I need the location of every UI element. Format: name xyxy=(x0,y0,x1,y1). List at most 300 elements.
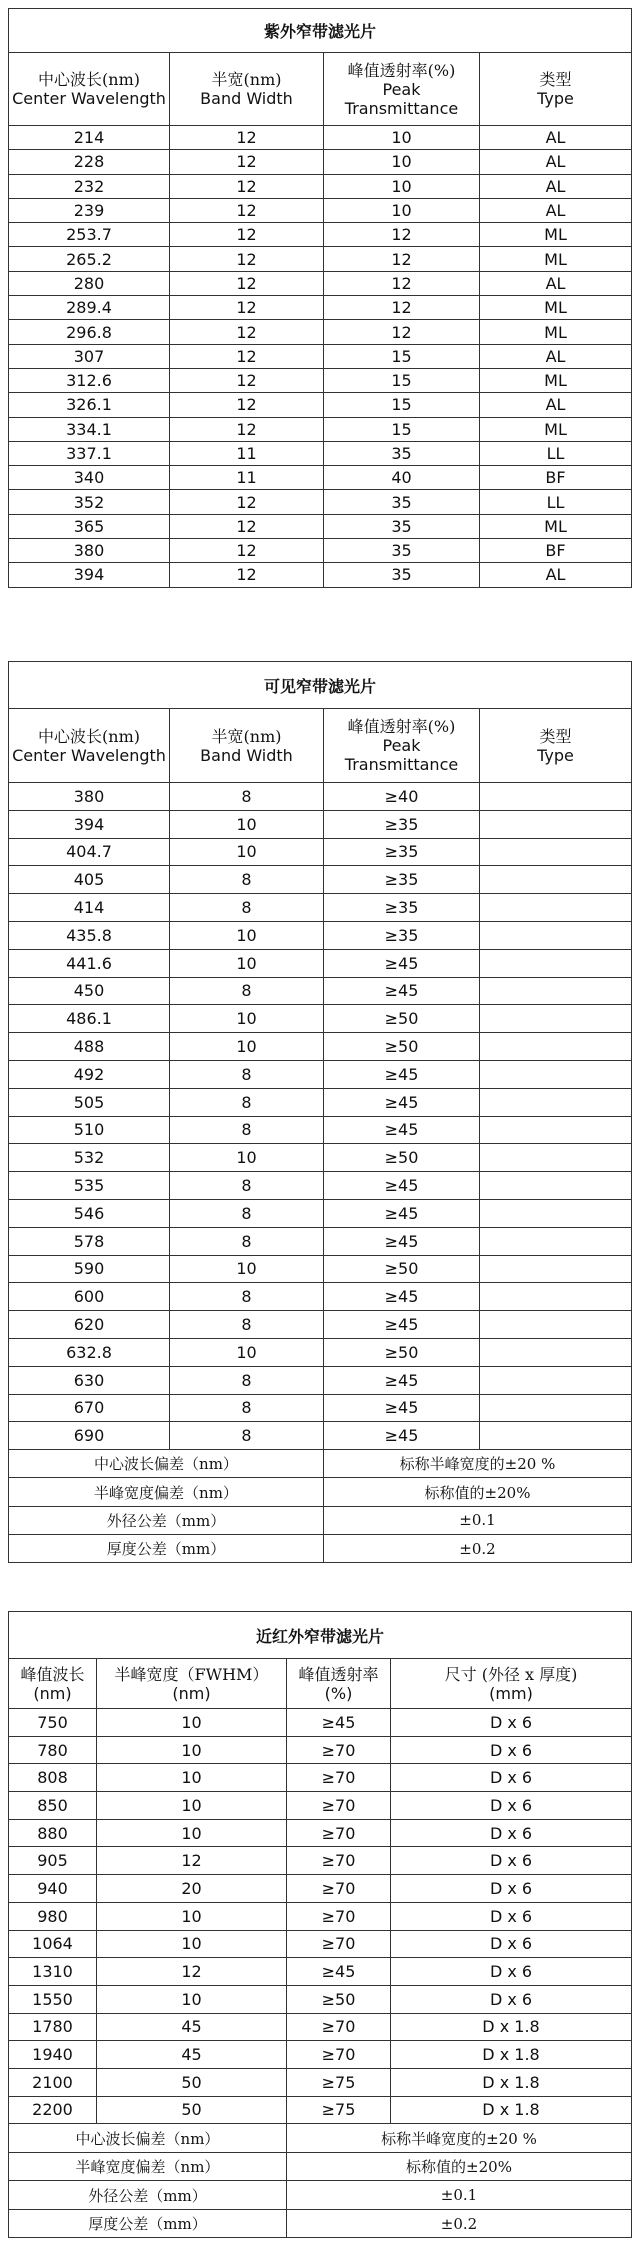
table-row xyxy=(9,126,632,150)
table-row xyxy=(9,1088,632,1116)
table-cell xyxy=(480,977,632,1005)
tolerance-value: 标称值的±20% xyxy=(324,1478,632,1506)
near-infrared-filter-table xyxy=(8,1611,632,2238)
tolerance-value: 标称值的±20% xyxy=(287,2152,632,2181)
table-cell: ML xyxy=(480,296,632,320)
table-cell: 10 xyxy=(170,921,324,949)
table-row xyxy=(9,838,632,866)
table-cell: 2200 xyxy=(9,2096,97,2124)
table-cell: 940 xyxy=(9,1875,97,1903)
table-cell: ≥75 xyxy=(287,2068,391,2096)
table-cell: 1940 xyxy=(9,2041,97,2069)
nir-table-title: 近红外窄带滤光片 xyxy=(9,1612,632,1659)
table-row xyxy=(9,344,632,368)
table-cell xyxy=(480,1227,632,1255)
table-cell: 312.6 xyxy=(9,368,170,392)
tolerance-value: ±0.1 xyxy=(287,2181,632,2210)
table-cell: 405 xyxy=(9,866,170,894)
table-cell: 510 xyxy=(9,1116,170,1144)
table-cell: 45 xyxy=(97,2013,287,2041)
table-row xyxy=(9,2096,632,2124)
table-cell xyxy=(480,1255,632,1283)
table-cell: 12 xyxy=(170,296,324,320)
table-row xyxy=(9,1255,632,1283)
table-cell: 352 xyxy=(9,490,170,514)
table-cell: ≥35 xyxy=(324,810,480,838)
table-cell: D x 6 xyxy=(391,1930,632,1958)
table-cell xyxy=(480,1394,632,1422)
table-cell: 1310 xyxy=(9,1958,97,1986)
table-cell: ≥45 xyxy=(324,1088,480,1116)
table-cell: ML xyxy=(480,247,632,271)
table-cell: 2100 xyxy=(9,2068,97,2096)
table-row xyxy=(9,1366,632,1394)
table-row xyxy=(9,441,632,465)
table-cell: 8 xyxy=(170,1422,324,1450)
table-cell: ML xyxy=(480,223,632,247)
table-cell: 10 xyxy=(97,1930,287,1958)
table-cell: 12 xyxy=(170,150,324,174)
table-cell: 8 xyxy=(170,1283,324,1311)
table-cell: 40 xyxy=(324,466,480,490)
table-cell xyxy=(480,949,632,977)
table-cell: 8 xyxy=(170,1088,324,1116)
table-cell xyxy=(480,1172,632,1200)
table-cell: BF xyxy=(480,539,632,563)
table-cell: 10 xyxy=(97,1792,287,1820)
nir-header-peak-transmittance: 峰值透射率 (%) xyxy=(287,1659,391,1709)
table-cell: D x 6 xyxy=(391,1736,632,1764)
table-row xyxy=(9,894,632,922)
table-cell: 380 xyxy=(9,539,170,563)
table-row xyxy=(9,1199,632,1227)
table-cell: ≥45 xyxy=(324,1422,480,1450)
table-row xyxy=(9,1422,632,1450)
table-row xyxy=(9,466,632,490)
table-cell: 578 xyxy=(9,1227,170,1255)
table-row xyxy=(9,1005,632,1033)
table-row xyxy=(9,2068,632,2096)
table-cell xyxy=(480,1060,632,1088)
table-cell: 15 xyxy=(324,393,480,417)
table-row xyxy=(9,949,632,977)
table-cell: ≥45 xyxy=(287,1709,391,1737)
table-cell: ≥45 xyxy=(324,1199,480,1227)
table-cell: 10 xyxy=(324,174,480,198)
table-cell xyxy=(480,1005,632,1033)
table-cell: 750 xyxy=(9,1709,97,1737)
table-cell: 850 xyxy=(9,1792,97,1820)
table-cell xyxy=(480,1311,632,1339)
table-cell: 590 xyxy=(9,1255,170,1283)
table-cell: ML xyxy=(480,320,632,344)
table-cell: ≥35 xyxy=(324,866,480,894)
table-cell: 11 xyxy=(170,441,324,465)
table-cell: ML xyxy=(480,417,632,441)
table-row xyxy=(9,320,632,344)
table-cell xyxy=(480,1144,632,1172)
table-cell: 10 xyxy=(170,1255,324,1283)
tolerance-label: 厚度公差（mm） xyxy=(9,1535,324,1563)
table-cell: 630 xyxy=(9,1366,170,1394)
table-cell: 880 xyxy=(9,1819,97,1847)
table-row xyxy=(9,1283,632,1311)
tolerance-label: 外径公差（mm） xyxy=(9,1506,324,1534)
tolerance-value: 标称半峰宽度的±20 % xyxy=(287,2124,632,2153)
table-row xyxy=(9,977,632,1005)
table-cell: 12 xyxy=(97,1958,287,1986)
tolerance-label: 中心波长偏差（nm） xyxy=(9,2124,287,2153)
table-cell: 12 xyxy=(324,320,480,344)
table-cell: ≥70 xyxy=(287,1902,391,1930)
uv-filter-table xyxy=(8,8,632,588)
table-cell: ≥75 xyxy=(287,2096,391,2124)
tolerance-label: 半峰宽度偏差（nm） xyxy=(9,2152,287,2181)
table-cell: 239 xyxy=(9,198,170,222)
uv-header-band-width: 半宽(nm) Band Width xyxy=(170,53,324,126)
table-row xyxy=(9,1227,632,1255)
table-cell: D x 6 xyxy=(391,1847,632,1875)
table-cell: 808 xyxy=(9,1764,97,1792)
table-cell: AL xyxy=(480,126,632,150)
table-cell: ≥50 xyxy=(324,1338,480,1366)
table-row xyxy=(9,810,632,838)
table-cell: D x 6 xyxy=(391,1902,632,1930)
table-cell: 10 xyxy=(324,150,480,174)
table-cell: 326.1 xyxy=(9,393,170,417)
table-cell: 905 xyxy=(9,1847,97,1875)
table-cell: BF xyxy=(480,466,632,490)
table-cell: 8 xyxy=(170,1227,324,1255)
table-cell: 1550 xyxy=(9,1985,97,2013)
table-row xyxy=(9,1792,632,1820)
table-cell: 50 xyxy=(97,2068,287,2096)
table-cell xyxy=(480,1116,632,1144)
table-cell: 289.4 xyxy=(9,296,170,320)
table-cell: 10 xyxy=(324,126,480,150)
uv-header-type: 类型 Type xyxy=(480,53,632,126)
table-cell: 532 xyxy=(9,1144,170,1172)
visible-filter-table xyxy=(8,661,632,1563)
table-cell: LL xyxy=(480,490,632,514)
table-cell: ≥70 xyxy=(287,1847,391,1875)
table-cell: D x 6 xyxy=(391,1792,632,1820)
table-cell: 690 xyxy=(9,1422,170,1450)
table-cell: ML xyxy=(480,368,632,392)
table-cell: ≥45 xyxy=(324,1394,480,1422)
table-cell: 488 xyxy=(9,1033,170,1061)
table-cell: ≥70 xyxy=(287,1819,391,1847)
table-cell: 8 xyxy=(170,866,324,894)
table-cell: 228 xyxy=(9,150,170,174)
table-row xyxy=(9,198,632,222)
table-row xyxy=(9,1033,632,1061)
table-cell: D x 1.8 xyxy=(391,2068,632,2096)
table-cell: D x 6 xyxy=(391,1819,632,1847)
tolerance-value: ±0.1 xyxy=(324,1506,632,1534)
table-cell: 50 xyxy=(97,2096,287,2124)
table-cell: 10 xyxy=(97,1902,287,1930)
table-cell: 546 xyxy=(9,1199,170,1227)
table-cell: ≥50 xyxy=(324,1144,480,1172)
table-cell: 10 xyxy=(97,1709,287,1737)
table-cell: 12 xyxy=(170,223,324,247)
table-cell: 10 xyxy=(170,1033,324,1061)
table-cell: 15 xyxy=(324,417,480,441)
table-cell: AL xyxy=(480,271,632,295)
table-row xyxy=(9,1394,632,1422)
table-cell: ≥45 xyxy=(324,977,480,1005)
table-cell: ≥50 xyxy=(324,1005,480,1033)
table-cell: 12 xyxy=(170,490,324,514)
table-cell: D x 1.8 xyxy=(391,2041,632,2069)
table-cell: 253.7 xyxy=(9,223,170,247)
table-cell: AL xyxy=(480,150,632,174)
table-cell: 8 xyxy=(170,1060,324,1088)
table-cell: D x 6 xyxy=(391,1958,632,1986)
table-cell: 12 xyxy=(170,320,324,344)
table-row xyxy=(9,1172,632,1200)
table-cell: ≥70 xyxy=(287,1930,391,1958)
table-cell: AL xyxy=(480,563,632,587)
table-cell: ≥70 xyxy=(287,1736,391,1764)
table-row xyxy=(9,368,632,392)
table-cell: 10 xyxy=(97,1736,287,1764)
table-cell: 15 xyxy=(324,368,480,392)
table-cell: ≥50 xyxy=(324,1255,480,1283)
table-cell: 486.1 xyxy=(9,1005,170,1033)
table-cell: 337.1 xyxy=(9,441,170,465)
table-cell: 365 xyxy=(9,514,170,538)
table-row xyxy=(9,247,632,271)
nir-header-fwhm: 半峰宽度（FWHM） (nm) xyxy=(97,1659,287,1709)
table-cell: ≥70 xyxy=(287,1764,391,1792)
table-row xyxy=(9,271,632,295)
table-cell xyxy=(480,921,632,949)
tolerance-value: 标称半峰宽度的±20 % xyxy=(324,1450,632,1478)
table-cell: 12 xyxy=(170,271,324,295)
table-cell: 505 xyxy=(9,1088,170,1116)
table-cell: 340 xyxy=(9,466,170,490)
table-cell: 8 xyxy=(170,1394,324,1422)
table-row xyxy=(9,1819,632,1847)
table-cell: 10 xyxy=(97,1764,287,1792)
visible-header-peak-transmittance: 峰值透射率(%) Peak Transmittance xyxy=(324,709,480,783)
table-cell xyxy=(480,1338,632,1366)
table-cell: 12 xyxy=(170,368,324,392)
table-cell xyxy=(480,1088,632,1116)
table-cell xyxy=(480,1366,632,1394)
table-cell: 414 xyxy=(9,894,170,922)
table-cell: 12 xyxy=(170,563,324,587)
table-cell: 12 xyxy=(170,247,324,271)
table-cell: ≥45 xyxy=(324,1116,480,1144)
table-row xyxy=(9,1958,632,1986)
table-cell: 10 xyxy=(170,810,324,838)
table-row xyxy=(9,1144,632,1172)
table-row xyxy=(9,223,632,247)
uv-header-peak-transmittance: 峰值透射率(%) Peak Transmittance xyxy=(324,53,480,126)
table-cell: 8 xyxy=(170,894,324,922)
table-cell xyxy=(480,783,632,811)
table-cell: 45 xyxy=(97,2041,287,2069)
table-cell: 12 xyxy=(170,393,324,417)
visible-header-type: 类型 Type xyxy=(480,709,632,783)
visible-header-band-width: 半宽(nm) Band Width xyxy=(170,709,324,783)
table-cell: 20 xyxy=(97,1875,287,1903)
table-cell: 10 xyxy=(170,1144,324,1172)
table-cell: 12 xyxy=(170,174,324,198)
tolerance-row xyxy=(9,1478,632,1506)
table-cell: 296.8 xyxy=(9,320,170,344)
table-cell: 10 xyxy=(324,198,480,222)
table-cell: ≥50 xyxy=(287,1985,391,2013)
table-cell: ≥50 xyxy=(324,1033,480,1061)
table-cell: D x 6 xyxy=(391,1764,632,1792)
table-cell: ≥35 xyxy=(324,838,480,866)
table-row xyxy=(9,1116,632,1144)
tolerance-label: 厚度公差（mm） xyxy=(9,2209,287,2238)
table-cell: 12 xyxy=(170,514,324,538)
table-cell: 8 xyxy=(170,1199,324,1227)
table-cell: D x 1.8 xyxy=(391,2096,632,2124)
table-cell: 35 xyxy=(324,441,480,465)
table-cell: 8 xyxy=(170,977,324,1005)
table-cell: ≥70 xyxy=(287,1875,391,1903)
table-cell: 380 xyxy=(9,783,170,811)
table-cell: 12 xyxy=(97,1847,287,1875)
table-row xyxy=(9,866,632,894)
table-cell: AL xyxy=(480,344,632,368)
table-cell: 12 xyxy=(170,126,324,150)
table-cell: ≥45 xyxy=(324,1311,480,1339)
tolerance-row xyxy=(9,2181,632,2210)
uv-header-center-wavelength: 中心波长(nm) Center Wavelength xyxy=(9,53,170,126)
table-cell: ≥45 xyxy=(324,1227,480,1255)
table-cell: ≥70 xyxy=(287,2013,391,2041)
table-cell: 535 xyxy=(9,1172,170,1200)
table-row xyxy=(9,2041,632,2069)
table-row xyxy=(9,2013,632,2041)
nir-header-peak-wavelength: 峰值波长 (nm) xyxy=(9,1659,97,1709)
table-row xyxy=(9,1736,632,1764)
table-cell: 492 xyxy=(9,1060,170,1088)
table-cell xyxy=(480,1199,632,1227)
table-cell: 15 xyxy=(324,344,480,368)
table-row xyxy=(9,921,632,949)
table-cell: ≥45 xyxy=(324,1060,480,1088)
table-row xyxy=(9,1985,632,2013)
table-row xyxy=(9,1338,632,1366)
table-cell: 1064 xyxy=(9,1930,97,1958)
tolerance-row xyxy=(9,1506,632,1534)
table-cell: 10 xyxy=(170,838,324,866)
table-cell xyxy=(480,894,632,922)
table-cell: 10 xyxy=(97,1985,287,2013)
table-row xyxy=(9,417,632,441)
table-cell: 280 xyxy=(9,271,170,295)
table-cell: ≥45 xyxy=(324,1283,480,1311)
table-cell: LL xyxy=(480,441,632,465)
table-cell: D x 6 xyxy=(391,1985,632,2013)
table-cell: 12 xyxy=(170,198,324,222)
table-cell: AL xyxy=(480,393,632,417)
tolerance-label: 中心波长偏差（nm） xyxy=(9,1450,324,1478)
table-row xyxy=(9,174,632,198)
tolerance-row xyxy=(9,2209,632,2238)
tolerance-value: ±0.2 xyxy=(287,2209,632,2238)
table-row xyxy=(9,1709,632,1737)
table-cell: 265.2 xyxy=(9,247,170,271)
table-cell xyxy=(480,838,632,866)
table-cell: 12 xyxy=(170,344,324,368)
table-cell: 35 xyxy=(324,514,480,538)
table-cell: 232 xyxy=(9,174,170,198)
table-cell: 35 xyxy=(324,539,480,563)
table-cell: 394 xyxy=(9,563,170,587)
table-cell: ≥45 xyxy=(324,1366,480,1394)
table-cell: 450 xyxy=(9,977,170,1005)
table-cell: 8 xyxy=(170,1366,324,1394)
table-cell: 12 xyxy=(170,539,324,563)
tolerance-label: 外径公差（mm） xyxy=(9,2181,287,2210)
table-cell xyxy=(480,1283,632,1311)
tolerance-row xyxy=(9,1450,632,1478)
table-cell: 8 xyxy=(170,1116,324,1144)
table-row xyxy=(9,514,632,538)
table-cell: 10 xyxy=(97,1819,287,1847)
table-row xyxy=(9,783,632,811)
table-row xyxy=(9,563,632,587)
table-cell: 394 xyxy=(9,810,170,838)
nir-header-size: 尺寸 (外径 x 厚度) (mm) xyxy=(391,1659,632,1709)
table-row xyxy=(9,1902,632,1930)
table-cell: 12 xyxy=(324,247,480,271)
table-cell: 11 xyxy=(170,466,324,490)
table-row xyxy=(9,393,632,417)
table-cell xyxy=(480,1033,632,1061)
table-cell: AL xyxy=(480,174,632,198)
table-cell: 214 xyxy=(9,126,170,150)
table-row xyxy=(9,150,632,174)
table-cell: 8 xyxy=(170,783,324,811)
table-cell: ≥40 xyxy=(324,783,480,811)
table-cell xyxy=(480,1422,632,1450)
tolerance-row xyxy=(9,2124,632,2153)
table-cell xyxy=(480,810,632,838)
table-cell: 12 xyxy=(324,296,480,320)
table-cell: 35 xyxy=(324,563,480,587)
table-cell: ≥45 xyxy=(324,949,480,977)
table-cell: ≥45 xyxy=(324,1172,480,1200)
table-cell: ≥70 xyxy=(287,2041,391,2069)
table-row xyxy=(9,539,632,563)
table-cell: ≥35 xyxy=(324,921,480,949)
tolerance-value: ±0.2 xyxy=(324,1535,632,1563)
table-cell: 10 xyxy=(170,1005,324,1033)
table-cell: 10 xyxy=(170,949,324,977)
table-cell xyxy=(480,866,632,894)
table-cell: 8 xyxy=(170,1311,324,1339)
table-cell: 441.6 xyxy=(9,949,170,977)
table-cell: 600 xyxy=(9,1283,170,1311)
table-cell: ML xyxy=(480,514,632,538)
table-cell: 12 xyxy=(324,223,480,247)
table-row xyxy=(9,296,632,320)
visible-table-title: 可见窄带滤光片 xyxy=(9,662,632,709)
table-cell: 620 xyxy=(9,1311,170,1339)
table-row xyxy=(9,1930,632,1958)
